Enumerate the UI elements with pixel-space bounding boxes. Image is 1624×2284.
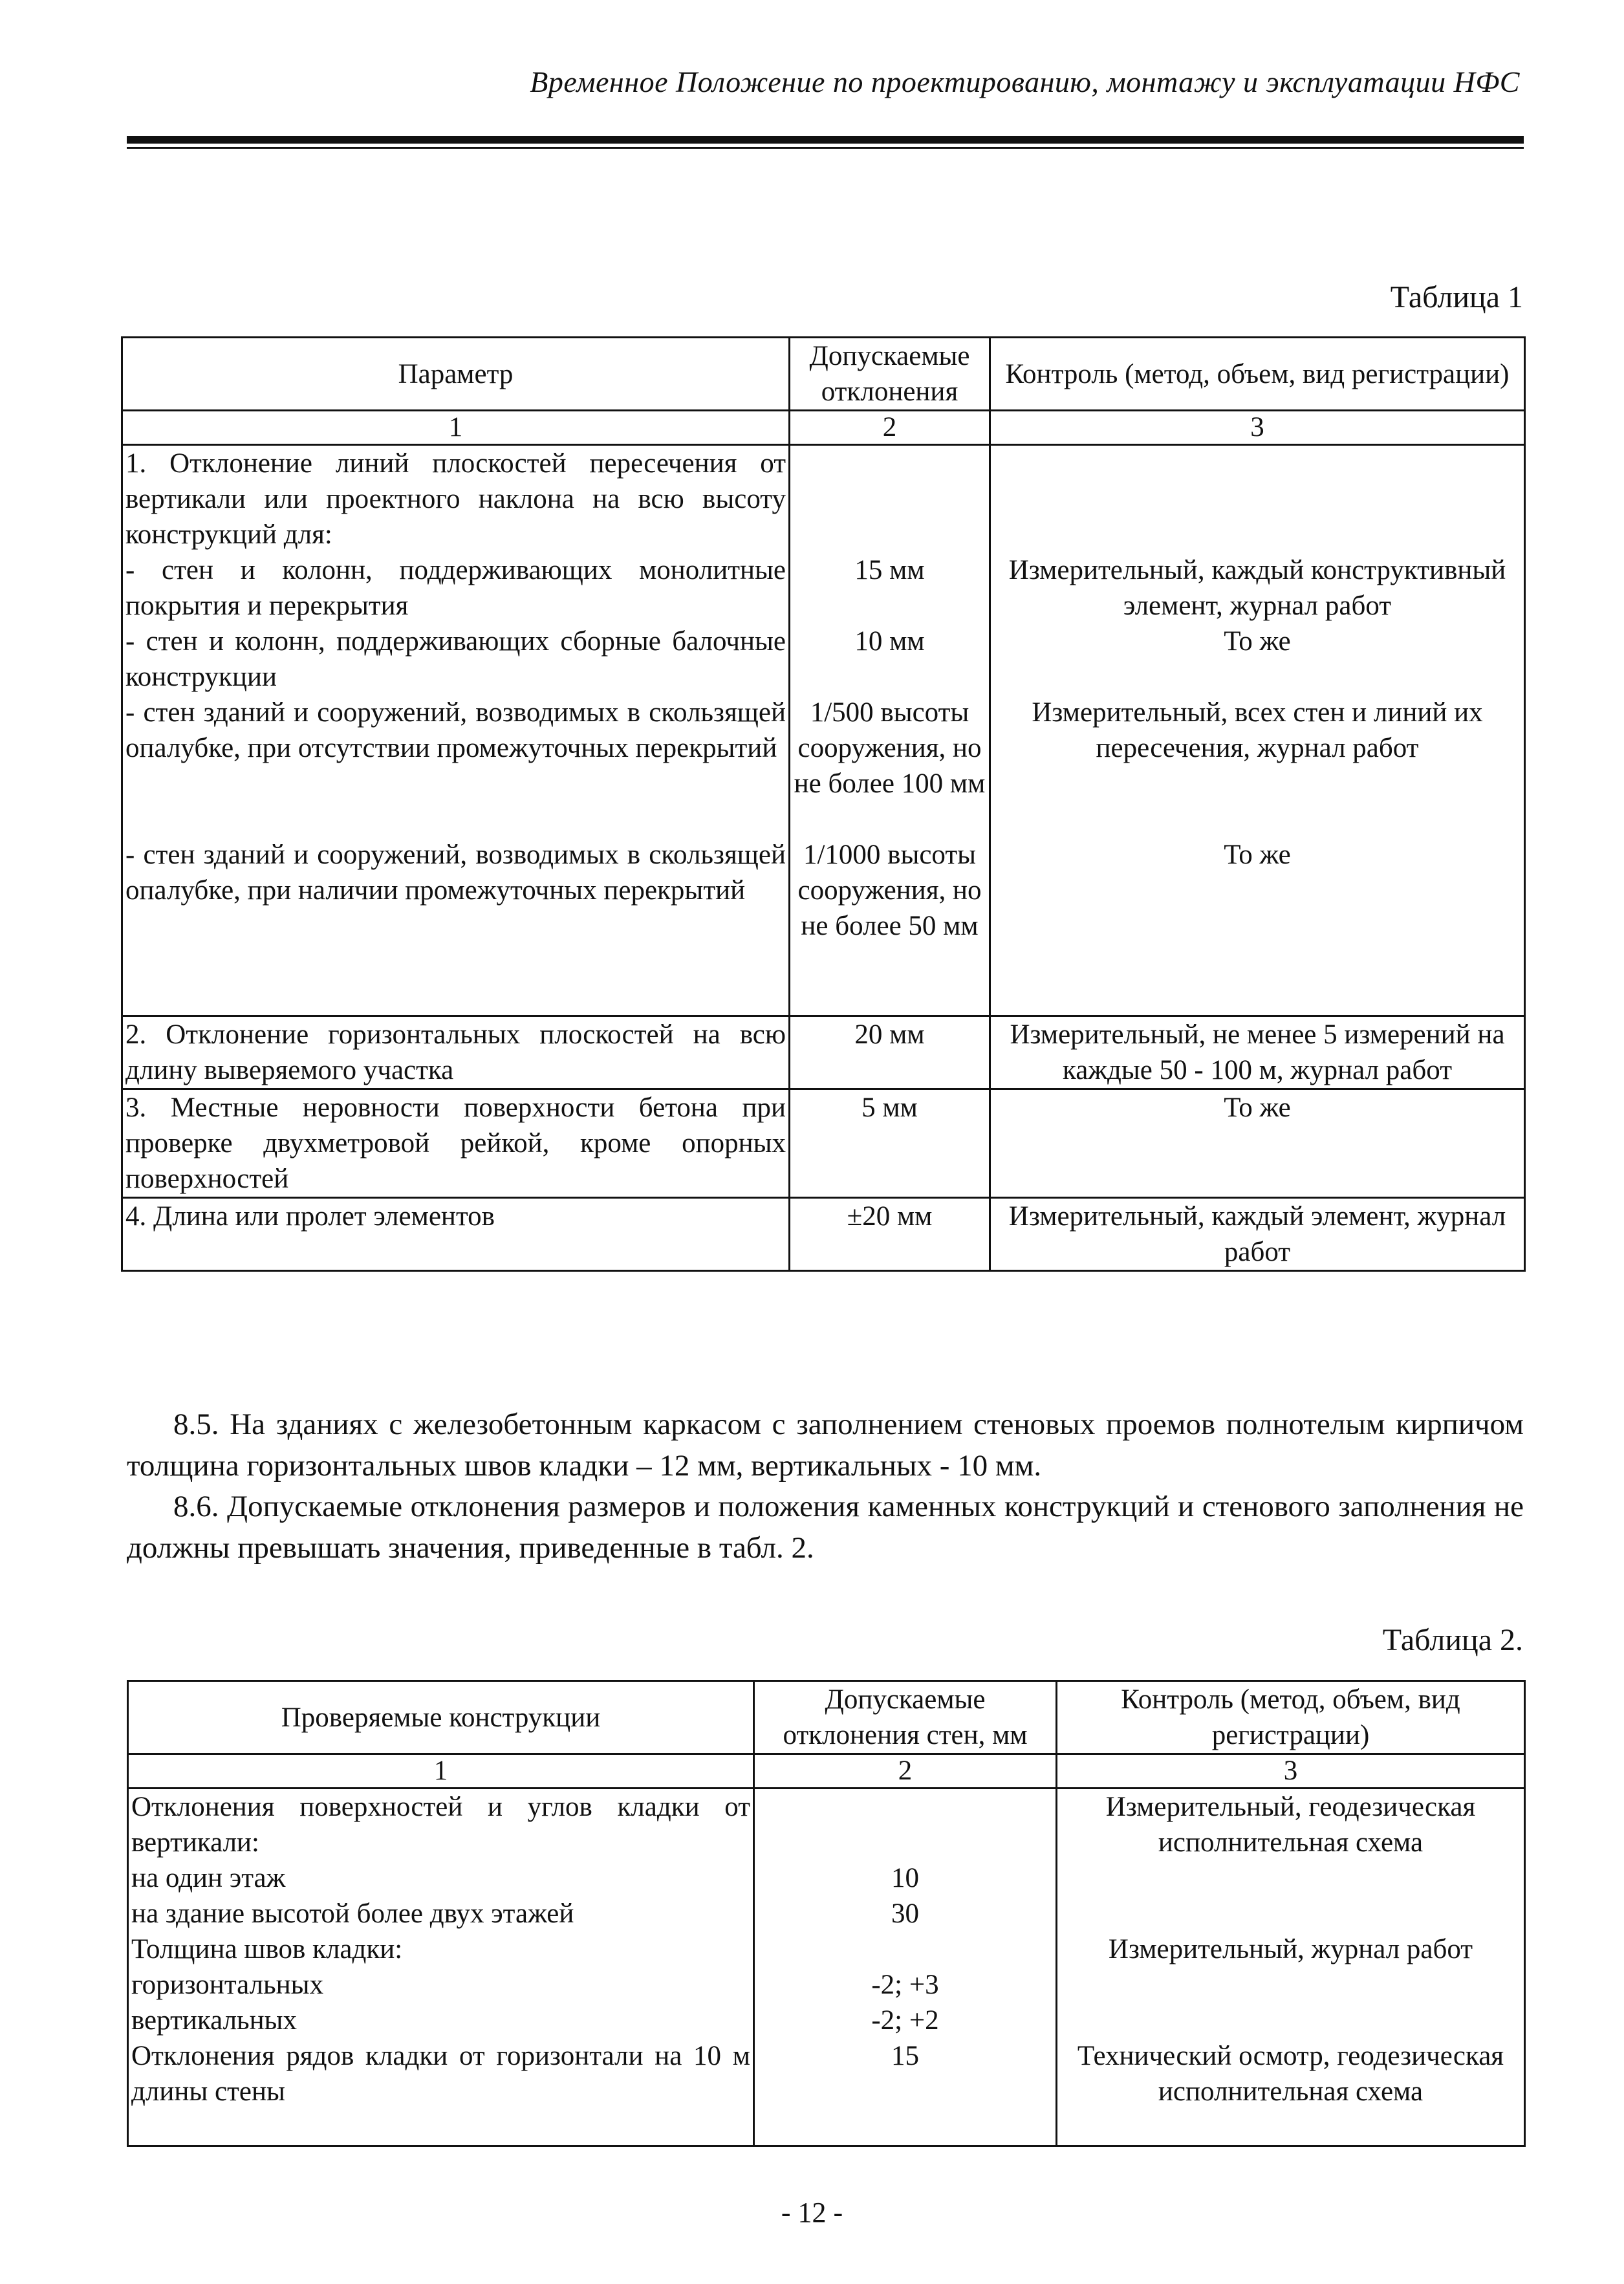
table1-row4-dev: ±20 мм bbox=[790, 1198, 990, 1271]
table1-colnum-3: 3 bbox=[990, 411, 1525, 445]
table1-row4-ctrl: Измерительный, каждый элемент, журнал работ bbox=[990, 1198, 1525, 1271]
table1-header-param: Параметр bbox=[122, 338, 790, 411]
table1-row1-intro: 1. Отклонение линий плоскостей пересечения от вертикали или проектного наклона на всю высоту конструкций для: bbox=[125, 448, 786, 550]
table1-row-2 bbox=[122, 1016, 1525, 1089]
table1-row3-ctrl: То же bbox=[990, 1089, 1525, 1198]
table2-r6-dev: -2; +2 bbox=[871, 2005, 939, 2036]
table1-row-3 bbox=[122, 1089, 1525, 1198]
table1-header-deviation: Допускаемые отклонения bbox=[790, 338, 990, 411]
table2-param-cell bbox=[128, 1789, 754, 2146]
paragraph-8-5-text: 8.5. На зданиях с железобетонным каркасом с заполнением стеновых проемов полнотелым кирпичом толщина горизонтальных швов кладки – 12 мм, вертикальных - 10 мм. bbox=[127, 1408, 1524, 1483]
table1-row1-c-dev: 1/500 высоты сооружения, но не более 100 мм bbox=[794, 697, 986, 799]
table2-body-row bbox=[128, 1789, 1525, 2146]
table1-row3-dev: 5 мм bbox=[790, 1089, 990, 1198]
header-rule-thick bbox=[127, 136, 1524, 144]
paragraph-8-6 bbox=[127, 1486, 1524, 1569]
table1-row1-a-param: - стен и колонн, поддерживающих монолитные покрытия и перекрытия bbox=[125, 555, 786, 621]
table1-row1-dev-cell bbox=[790, 445, 990, 1016]
table1-row1-c-ctrl: Измерительный, всех стен и линий их пересечения, журнал работ bbox=[1032, 697, 1483, 763]
table2-r1-param: Отклонения поверхностей и углов кладки от вертикали: bbox=[131, 1792, 750, 1858]
running-header: Временное Положение по проектированию, монтажу и эксплуатации НФС bbox=[530, 65, 1520, 98]
table2-r7-dev: 15 bbox=[891, 2041, 919, 2071]
table1-row3-param: 3. Местные неровности поверхности бетона при проверке двухметровой рейкой, кроме опорных поверхностей bbox=[122, 1089, 790, 1198]
table1-caption: Таблица 1 bbox=[1390, 280, 1523, 314]
table1-row1-d-ctrl: То же bbox=[1224, 840, 1291, 870]
table1-row1-d-param: - стен зданий и сооружений, возводимых в скользящей опалубке, при наличии промежуточных перекрытий bbox=[125, 840, 786, 906]
table1-row4-param: 4. Длина или пролет элементов bbox=[122, 1198, 790, 1271]
table2-r5-param: горизонтальных bbox=[131, 1970, 324, 2000]
table1 bbox=[121, 336, 1526, 1272]
table1-row1-d-dev: 1/1000 высоты сооружения, но не более 50 мм bbox=[797, 840, 982, 941]
table2-r1-ctrl: Измерительный, геодезическая исполнительная схема bbox=[1105, 1792, 1476, 1858]
table1-row2-param: 2. Отклонение горизонтальных плоскостей на всю длину выверяемого участка bbox=[122, 1016, 790, 1089]
table1-row1-b-ctrl: То же bbox=[1224, 626, 1291, 657]
table2-header-row bbox=[128, 1681, 1525, 1754]
table2-r4-ctrl: Измерительный, журнал работ bbox=[1108, 1934, 1473, 1964]
table2 bbox=[127, 1680, 1526, 2147]
table1-row-4 bbox=[122, 1198, 1525, 1271]
table2-r6-param: вертикальных bbox=[131, 2005, 298, 2036]
table2-colnum-3: 3 bbox=[1057, 1754, 1525, 1789]
table1-row1-param-cell bbox=[122, 445, 790, 1016]
table1-row1-c-param: - стен зданий и сооружений, возводимых в скользящей опалубке, при отсутствии промежуточных перекрытий bbox=[125, 697, 786, 763]
table2-ctrl-cell bbox=[1057, 1789, 1525, 2146]
table2-r2-dev: 10 bbox=[891, 1863, 919, 1893]
table2-number-row bbox=[128, 1754, 1525, 1789]
table2-colnum-1: 1 bbox=[128, 1754, 754, 1789]
table2-r5-dev: -2; +3 bbox=[871, 1970, 939, 2000]
header-rule-thin bbox=[127, 147, 1524, 149]
table2-header-structures: Проверяемые конструкции bbox=[128, 1681, 754, 1754]
table1-row1-a-dev: 15 мм bbox=[854, 555, 925, 585]
table2-colnum-2: 2 bbox=[754, 1754, 1057, 1789]
table1-row2-dev: 20 мм bbox=[790, 1016, 990, 1089]
table2-r7-ctrl: Технический осмотр, геодезическая исполнительная схема bbox=[1077, 2041, 1504, 2107]
table2-r4-param: Толщина швов кладки: bbox=[131, 1934, 403, 1964]
table2-dev-cell bbox=[754, 1789, 1057, 2146]
paragraph-8-5 bbox=[127, 1404, 1524, 1486]
paragraph-8-6-text: 8.6. Допускаемые отклонения размеров и положения каменных конструкций и стенового заполнения не должны превышать значения, приведенные в табл. 2. bbox=[127, 1490, 1524, 1565]
table2-header-deviation: Допускаемые отклонения стен, мм bbox=[754, 1681, 1057, 1754]
table1-row1-b-dev: 10 мм bbox=[854, 626, 925, 657]
table2-r2-param: на один этаж bbox=[131, 1863, 286, 1893]
table2-caption: Таблица 2. bbox=[1382, 1623, 1523, 1657]
table1-row2-ctrl: Измерительный, не менее 5 измерений на каждые 50 - 100 м, журнал работ bbox=[990, 1016, 1525, 1089]
table2-r7-param: Отклонения рядов кладки от горизонтали на 10 м длины стены bbox=[131, 2041, 750, 2107]
table2-header-control: Контроль (метод, объем, вид регистрации) bbox=[1057, 1681, 1525, 1754]
table1-header-control: Контроль (метод, объем, вид регистрации) bbox=[990, 338, 1525, 411]
table1-row1-ctrl-cell bbox=[990, 445, 1525, 1016]
table1-row1-b-param: - стен и колонн, поддерживающих сборные балочные конструкции bbox=[125, 626, 786, 692]
table1-row1-a-ctrl: Измерительный, каждый конструктивный элемент, журнал работ bbox=[1008, 555, 1506, 621]
table1-colnum-1: 1 bbox=[122, 411, 790, 445]
table2-r3-param: на здание высотой более двух этажей bbox=[131, 1898, 574, 1929]
table1-header-row bbox=[122, 338, 1525, 411]
table1-row-1 bbox=[122, 445, 1525, 1016]
page-number: - 12 - bbox=[781, 2197, 843, 2228]
table1-colnum-2: 2 bbox=[790, 411, 990, 445]
table1-number-row bbox=[122, 411, 1525, 445]
table2-r3-dev: 30 bbox=[891, 1898, 919, 1929]
